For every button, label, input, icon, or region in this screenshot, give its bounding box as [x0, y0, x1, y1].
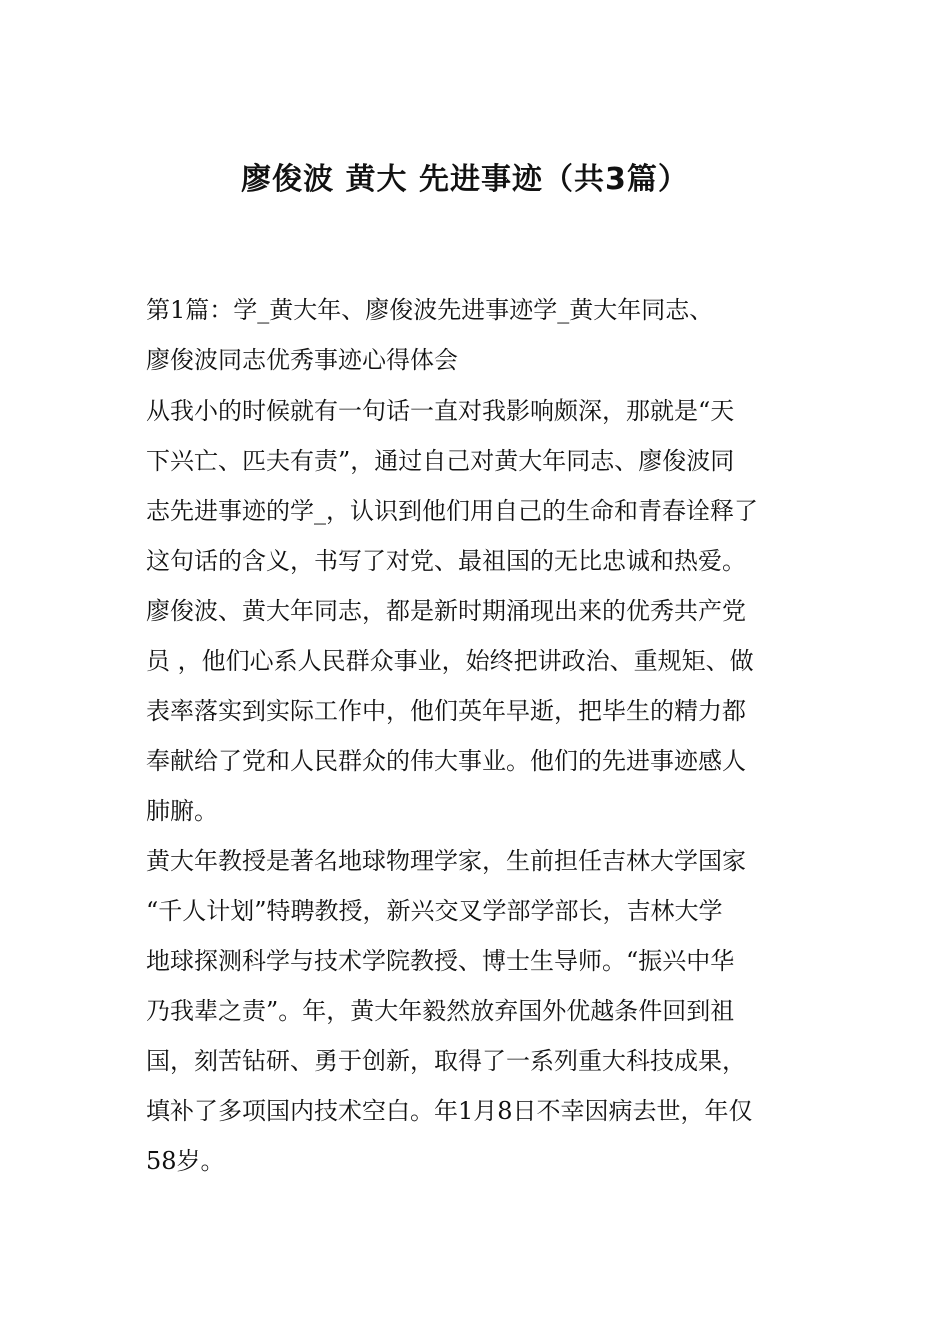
body-text-line: 国，刻苦钻研、勇于创新，取得了一系列重大科技成果，	[146, 1047, 746, 1075]
body-text-line: 志先进事迹的学_，认识到他们用自己的生命和青春诠释了	[146, 497, 758, 525]
body-text-line: 下兴亡、匹夫有责”，通过自己对黄大年同志、廖俊波同	[146, 447, 735, 475]
body-text-line: 廖俊波同志优秀事迹心得体会	[146, 346, 458, 374]
body-text-line: 地球探测科学与技术学院教授、博士生导师。“振兴中华	[146, 947, 735, 975]
body-text-line: 表率落实到实际工作中，他们英年早逝，把毕生的精力都	[146, 697, 746, 725]
body-text-line: 58岁。	[146, 1147, 225, 1175]
body-text-line: 从我小的时候就有一句话一直对我影响颇深，那就是“天	[146, 397, 735, 425]
body-text-line: “千人计划”特聘教授，新兴交叉学部学部长，吉林大学	[146, 897, 723, 925]
body-text-line: 填补了多项国内技术空白。年1月8日不幸因病去世，年仅	[146, 1097, 753, 1125]
body-text-line: 廖俊波、黄大年同志，都是新时期涌现出来的优秀共产党	[146, 597, 746, 625]
body-text-line: 第1篇：学_黄大年、廖俊波先进事迹学_黄大年同志、	[146, 296, 714, 324]
body-text-line: 黄大年教授是著名地球物理学家，生前担任吉林大学国家	[146, 847, 746, 875]
body-text-line: 员 ，他们心系人民群众事业，始终把讲政治、重规矩、做	[146, 647, 754, 675]
body-text-line: 乃我辈之责”。年，黄大年毅然放弃国外优越条件回到祖	[146, 997, 735, 1025]
document-title: 廖俊波 黄大 先进事迹（共3篇）	[241, 162, 689, 197]
body-text-line: 奉献给了党和人民群众的伟大事业。他们的先进事迹感人	[146, 747, 746, 775]
body-text-line: 肺腑。	[146, 797, 218, 825]
body-text-line: 这句话的含义，书写了对党、最祖国的无比忠诚和热爱。	[146, 547, 746, 575]
